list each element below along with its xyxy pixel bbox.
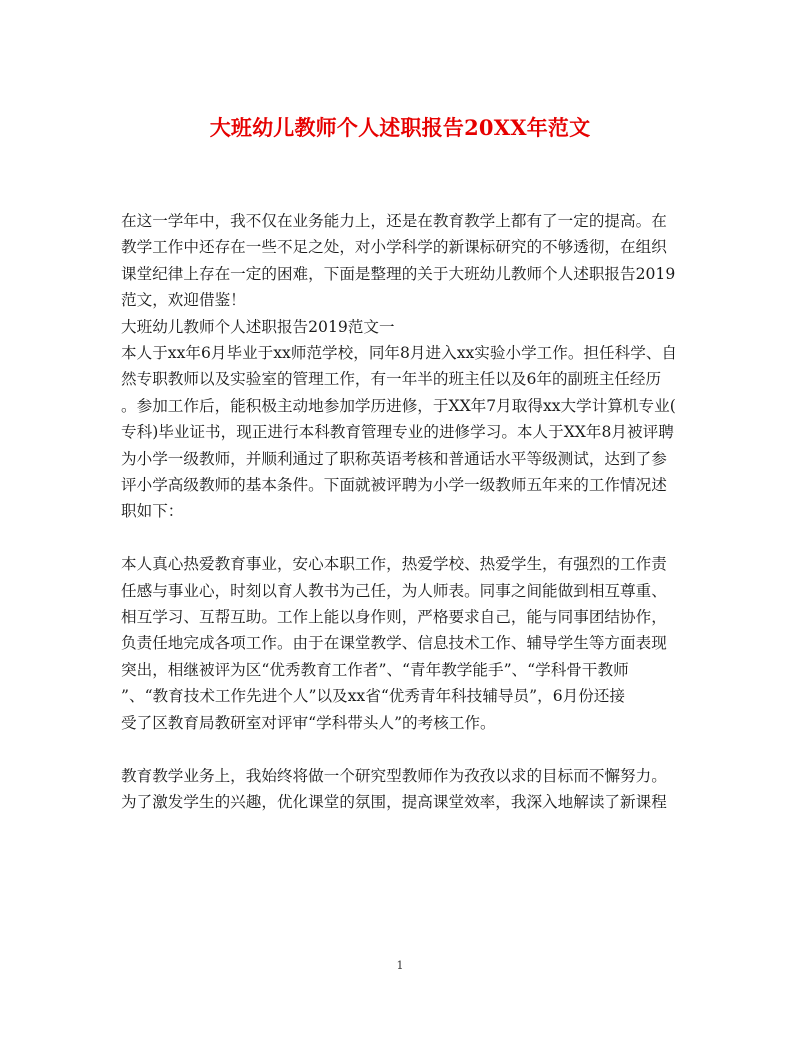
document-body — [121, 208, 685, 815]
text-line: 教学工作中还存在一些不足之处，对小学科学的新课标研究的不够透彻，在组织 — [121, 238, 667, 257]
text-line: 在这一学年中，我不仅在业务能力上，还是在教育教学上都有了一定的提高。在 — [121, 212, 667, 230]
text-line: 相互学习、互帮互助。工作上能以身作则，严格要求自己，能与同事团结协作， — [121, 608, 667, 627]
text-line: 本人真心热爱教育事业，安心本职工作，热爱学校、热爱学生，有强烈的工作责 — [121, 555, 667, 574]
intro-paragraph — [121, 208, 685, 314]
text-line: 负责任地完成各项工作。由于在课堂教学、信息技术工作、辅导学生等方面表现 — [121, 634, 667, 653]
paragraph-spacer — [121, 525, 685, 551]
page-number: 1 — [396, 959, 404, 972]
text-line: 本人于xx年6月毕业于xx师范学校，同年8月进入xx实验小学工作。担任科学、自 — [121, 344, 678, 363]
teaching-paragraph — [121, 763, 685, 816]
text-line: 任感与事业心，时刻以育人教书为己任，为人师表。同事之间能做到相互尊重、 — [121, 581, 667, 600]
text-line: 大班幼儿教师个人述职报告2019范文一 — [121, 317, 395, 336]
text-line: 。参加工作后，能积极主动地参加学历进修，于XX年7月取得xx大学计算机专业( — [121, 396, 676, 415]
text-line: 为小学一级教师，并顺利通过了职称英语考核和普通话水平等级测试，达到了参 — [121, 449, 667, 468]
text-line: 职如下： — [121, 502, 184, 521]
background-paragraph — [121, 340, 685, 525]
text-line: 受了区教育局教研室对评审“学科带头人”的考核工作。 — [121, 713, 496, 732]
text-line: 突出，相继被评为区“优秀教育工作者”、“青年教学能手”、“学科骨干教师 — [121, 660, 629, 679]
text-line: 然专职教师以及实验室的管理工作，有一年半的班主任以及6年的副班主任经历 — [121, 370, 662, 389]
text-line: 课堂纪律上存在一定的困难，下面是整理的关于大班幼儿教师个人述职报告2019 — [121, 264, 676, 283]
paragraph-spacer — [121, 736, 685, 762]
document-title: 大班幼儿教师个人述职报告20XX年范文 — [209, 115, 591, 140]
text-line: ”、“教育技术工作先进个人”以及xx省“优秀青年科技辅导员”，6月份还接 — [121, 687, 625, 706]
attitude-paragraph — [121, 551, 685, 736]
section-heading — [121, 314, 685, 340]
text-line: 专科)毕业证书，现正进行本科教育管理专业的进修学习。本人于XX年8月被评聘 — [121, 423, 674, 442]
text-line: 范文，欢迎借鉴！ — [121, 291, 246, 310]
text-line: 为了激发学生的兴趣，优化课堂的氛围，提高课堂效率，我深入地解读了新课程 — [121, 792, 667, 811]
text-line: 教育教学业务上，我始终将做一个研究型教师作为孜孜以求的目标而不懈努力。 — [121, 766, 667, 785]
text-line: 评小学高级教师的基本条件。下面就被评聘为小学一级教师五年来的工作情况述 — [121, 476, 667, 495]
